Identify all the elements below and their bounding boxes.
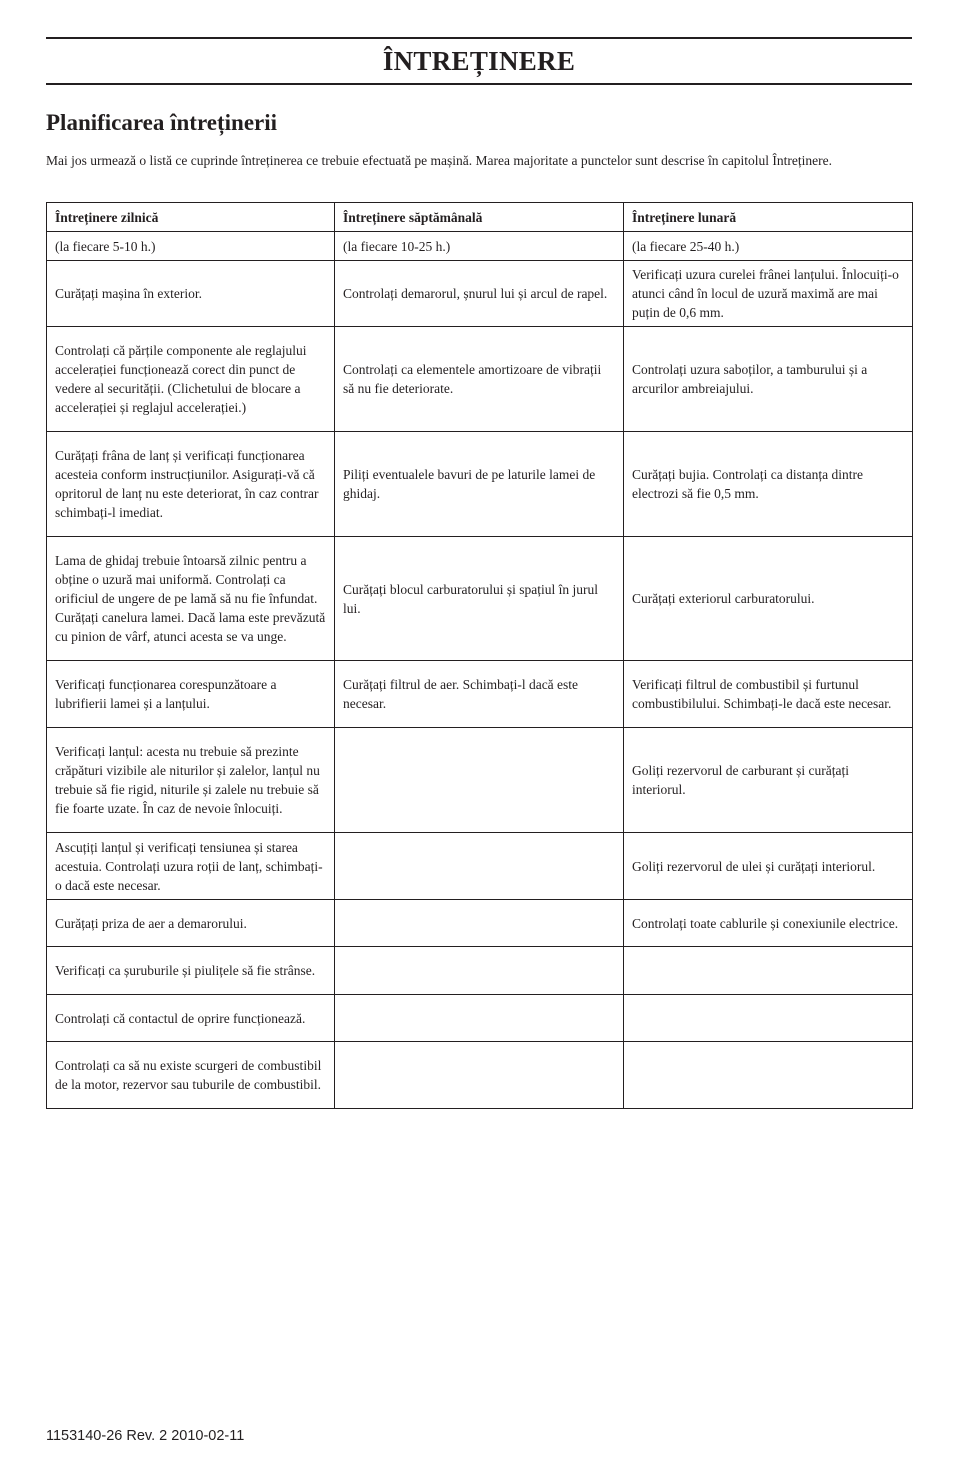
cell-monthly: Goliți rezervorul de carburant și curățați interiorul. (624, 728, 913, 833)
cell-weekly (335, 833, 624, 900)
table-row (47, 661, 913, 728)
cell-daily: Verificați funcționarea corespunzătoare a lubrifierii lamei și a lanțului. (47, 661, 335, 728)
document-reference: 1153140-26 Rev. 2 2010-02-11 (46, 1428, 245, 1444)
chapter-header (46, 37, 912, 85)
cell-monthly: Goliți rezervorul de ulei și curățați interiorul. (624, 833, 913, 900)
table-row (47, 995, 913, 1042)
cell-daily: Controlați ca să nu existe scurgeri de combustibil de la motor, rezervor sau tuburile de combustibil. (47, 1042, 335, 1109)
cell-weekly (335, 995, 624, 1042)
cell-weekly: Curățați filtrul de aer. Schimbați-l dacă este necesar. (335, 661, 624, 728)
cell-weekly: (la fiecare 10-25 h.) (335, 232, 624, 261)
cell-daily: Ascuțiți lanțul și verificați tensiunea și starea acestuia. Controlați uzura roții de lanț, schimbați-o dacă este necesar. (47, 833, 335, 900)
table-header-row (47, 203, 913, 232)
cell-monthly (624, 1042, 913, 1109)
table-row (47, 537, 913, 661)
cell-weekly (335, 728, 624, 833)
cell-weekly: Curățați blocul carburatorului și spațiul în jurul lui. (335, 537, 624, 661)
section-title: Planificarea întreținerii (46, 110, 278, 135)
header-monthly: Întreținere lunară (624, 203, 913, 232)
cell-daily: Verificați lanțul: acesta nu trebuie să prezinte crăpături vizibile ale niturilor și zalelor, lanțul nu trebuie să fie rigid, niturile și zalele nu trebuie să fie foarte uzate. În caz de nevoie înlocuiți. (47, 728, 335, 833)
cell-monthly (624, 995, 913, 1042)
cell-daily: Curățați mașina în exterior. (47, 261, 335, 327)
cell-monthly: Curățați exteriorul carburatorului. (624, 537, 913, 661)
cell-daily: Controlați că părțile componente ale reglajului accelerației funcționează corect din punct de vedere al securității. (Clichetului de blocare a accelerației și reglajul accelerației.) (47, 327, 335, 432)
cell-weekly (335, 1042, 624, 1109)
cell-monthly: Curățați bujia. Controlați ca distanța dintre electrozi să fie 0,5 mm. (624, 432, 913, 537)
intro-paragraph: Mai jos urmează o listă ce cuprinde întreținerea ce trebuie efectuată pe mașină. Marea majoritate a punctelor sunt descrise în capitolul Întreținere. (46, 153, 833, 168)
table-row (47, 327, 913, 432)
cell-daily: Verificați ca șuruburile și piulițele să fie strânse. (47, 947, 335, 995)
table-row (47, 947, 913, 995)
table-row (47, 261, 913, 327)
cell-daily: (la fiecare 5-10 h.) (47, 232, 335, 261)
cell-monthly: Controlați uzura saboților, a tamburului și a arcurilor ambreiajului. (624, 327, 913, 432)
cell-daily: Curățați priza de aer a demarorului. (47, 900, 335, 947)
cell-monthly: Verificați uzura curelei frânei lanțului. Înlocuiți-o atunci când în locul de uzură maximă are mai puțin de 0,6 mm. (624, 261, 913, 327)
header-weekly: Întreținere săptămânală (335, 203, 624, 232)
cell-daily: Curățați frâna de lanț și verificați funcționarea acesteia conform instrucțiunilor. Asigurați-vă că opritorul de lanț nu este deteriorat, în caz contrar schimbați-l imediat. (47, 432, 335, 537)
table-row (47, 833, 913, 900)
cell-monthly: Controlați toate cablurile și conexiunile electrice. (624, 900, 913, 947)
table-row (47, 232, 913, 261)
cell-daily: Lama de ghidaj trebuie întoarsă zilnic pentru a obține o uzură mai uniformă. Controlați ca orificiul de ungere de pe lamă să nu fie înfundat. Curățați canelura lamei. Dacă lama este prevăzută cu pinion de vârf, atunci acesta se va unge. (47, 537, 335, 661)
table-row (47, 1042, 913, 1109)
cell-weekly (335, 900, 624, 947)
cell-monthly: Verificați filtrul de combustibil și furtunul combustibilului. Schimbați-le dacă este necesar. (624, 661, 913, 728)
header-daily: Întreținere zilnică (47, 203, 335, 232)
cell-weekly: Piliți eventualele bavuri de pe laturile lamei de ghidaj. (335, 432, 624, 537)
cell-weekly: Controlați demarorul, șnurul lui și arcul de rapel. (335, 261, 624, 327)
cell-monthly: (la fiecare 25-40 h.) (624, 232, 913, 261)
table-row (47, 900, 913, 947)
cell-weekly: Controlați ca elementele amortizoare de vibrații să nu fie deteriorate. (335, 327, 624, 432)
table-row (47, 432, 913, 537)
cell-daily: Controlați că contactul de oprire funcționează. (47, 995, 335, 1042)
maintenance-schedule-table (46, 202, 913, 1109)
chapter-title: ÎNTREȚINERE (382, 45, 576, 76)
cell-monthly (624, 947, 913, 995)
cell-weekly (335, 947, 624, 995)
table-row (47, 728, 913, 833)
